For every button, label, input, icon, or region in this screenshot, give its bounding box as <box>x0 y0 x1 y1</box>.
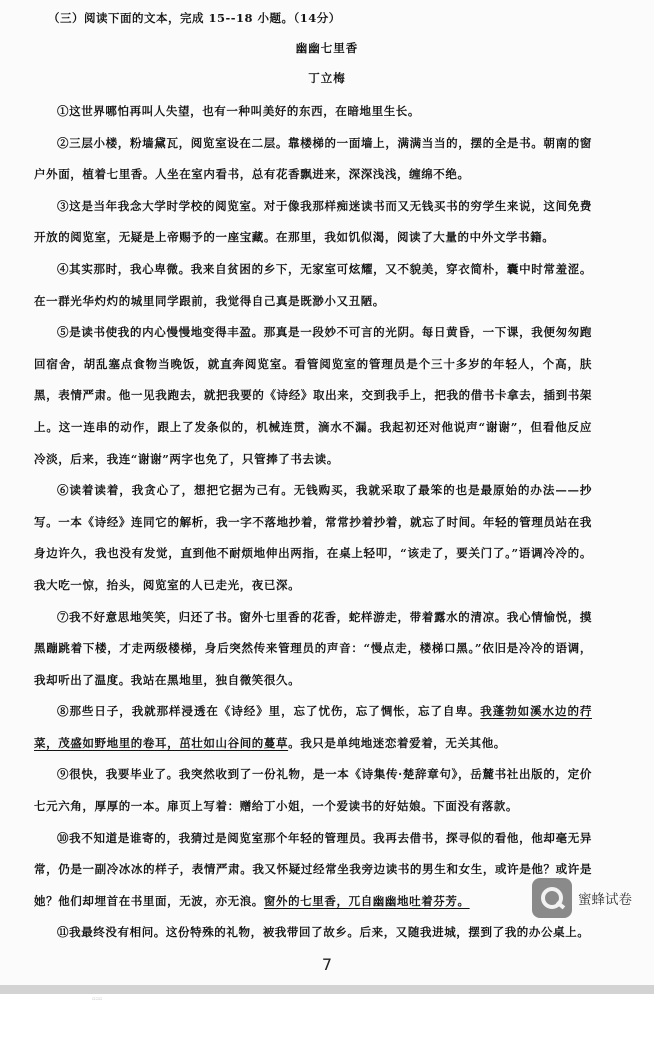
watermark <box>532 878 632 918</box>
paragraph-7 <box>34 602 592 697</box>
essay-author: 丁立梅 <box>308 71 346 85</box>
paragraph-4 <box>34 254 592 317</box>
paragraph-1 <box>34 96 592 128</box>
footer-mark: ▫▫▫ <box>92 996 103 1002</box>
paragraph-11 <box>34 917 592 949</box>
paragraph-text: ③这是当年我念大学时学校的阅览室。对于像我那样痴迷读书而又无钱买书的穷学生来说，这间免费开放的阅览室，无疑是上帝赐予的一座宝藏。在那里，我如饥似渴，阅读了大量的中外文学书籍。 <box>34 198 592 245</box>
watermark-text: 蜜蜂试卷 <box>578 892 632 908</box>
paragraph-text: ④其实那时，我心卑微。我来自贫困的乡下，无家室可炫耀，又不貌美，穿衣简朴，囊中时常羞涩。在一群光华灼灼的城里同学跟前，我觉得自己真是既渺小又丑陋。 <box>34 261 592 308</box>
paragraph-text: ⑦我不好意思地笑笑，归还了书。窗外七里香的花香，蛇样游走，带着露水的清凉。我心情愉悦，摸黑蹦跳着下楼，才走两级楼梯，身后突然传来管理员的声音：“慢点走，楼梯口黑。”依旧是冷冷的语调，我却听出了温度。我站在黑地里，独自微笑很久。 <box>34 609 592 687</box>
paragraph-text: ⑪我最终没有相问。这份特殊的礼物，被我带回了故乡。后来，又随我进城，摆到了我的办公桌上。 <box>57 925 590 940</box>
paragraph-9 <box>34 759 592 822</box>
paragraph-text: ⑩我不知道是谁寄的，我猜过是阅览室那个年轻的管理员。我再去借书，探寻似的看他，他却毫无异常，仍是一副冷冰冰的样子，表情严肃。我又怀疑过经常坐我旁边读书的男生和女生，或许是他？或许是她？他们却埋首在书里面，无波，亦无浪。 <box>34 830 592 908</box>
paragraph-10 <box>34 823 592 918</box>
paragraph-text: 。我只是单纯地迷恋着爱着，无关其他。 <box>288 735 506 750</box>
paragraph-text: ⑧那些日子，我就那样浸透在《诗经》里，忘了忧伤，忘了惆怅，忘了自卑。 <box>57 704 481 719</box>
essay-title: 幽幽七里香 <box>295 41 359 55</box>
paragraph-6 <box>34 475 592 601</box>
question-header: （三）阅读下面的文本，完成 15--18 小题。（14分） <box>48 11 341 25</box>
paragraph-text: ⑥读着读着，我贪心了，想把它据为己有。无钱购买，我就采取了最笨的也是最原始的办法——抄写。一本《诗经》连同它的解析，我一字不落地抄着，常常抄着抄着，就忘了时间。年轻的管理员站在我身边许久，我也没有发觉，直到他不耐烦地伸出两指，在桌上轻叩，“该走了，要关门了。”语调冷冷的。我大吃一惊，抬头，阅览室的人已走光，夜已深。 <box>34 483 592 592</box>
paragraph-text: ⑤是读书使我的内心慢慢地变得丰盈。那真是一段妙不可言的光阴。每日黄昏，一下课，我便匆匆跑回宿舍，胡乱塞点食物当晚饭，就直奔阅览室。看管阅览室的管理员是个三十多岁的年轻人，个高，肤黑，表情严肃。他一见我跑去，就把我要的《诗经》取出来，交到我手上，把我的借书卡拿去，插到书架上。这一连串的动作，跟上了发条似的，机械连贯，滴水不漏。我起初还对他说声“谢谢”，但看他反应冷淡，后来，我连“谢谢”两字也免了，只管捧了书去读。 <box>34 325 592 466</box>
essay-body <box>34 96 592 949</box>
paragraph-5 <box>34 317 592 475</box>
paragraph-8 <box>34 696 592 759</box>
underlined-sentence: 窗外的七里香，兀自幽幽地吐着芬芳。 <box>263 893 470 908</box>
paragraph-text: ⑨很快，我要毕业了。我突然收到了一份礼物，是一本《诗集传·楚辞章句》，岳麓书社出版的，定价七元六角，厚厚的一本。扉页上写着：赠给丁小姐，一个爱读书的好姑娘。下面没有落款。 <box>34 767 592 814</box>
bee-app-logo-icon <box>532 878 572 918</box>
paragraph-3 <box>34 191 592 254</box>
page-number: 7 <box>321 955 333 974</box>
underlined-sentence: 我蓬勃如溪水边的荇菜，茂盛如野地里的卷耳，茁壮如山谷间的蔓草 <box>34 704 592 750</box>
viewer-bottom-bar <box>0 985 654 994</box>
paragraph-2 <box>34 128 592 191</box>
paragraph-text: ②三层小楼，粉墙黛瓦，阅览室设在二层。靠楼梯的一面墙上，满满当当的，摆的全是书。朝南的窗户外面，植着七里香。人坐在室内看书，总有花香飘进来，深深浅浅，缠绵不绝。 <box>34 135 592 182</box>
paragraph-text: ①这世界哪怕再叫人失望，也有一种叫美好的东西，在暗地里生长。 <box>57 104 420 118</box>
